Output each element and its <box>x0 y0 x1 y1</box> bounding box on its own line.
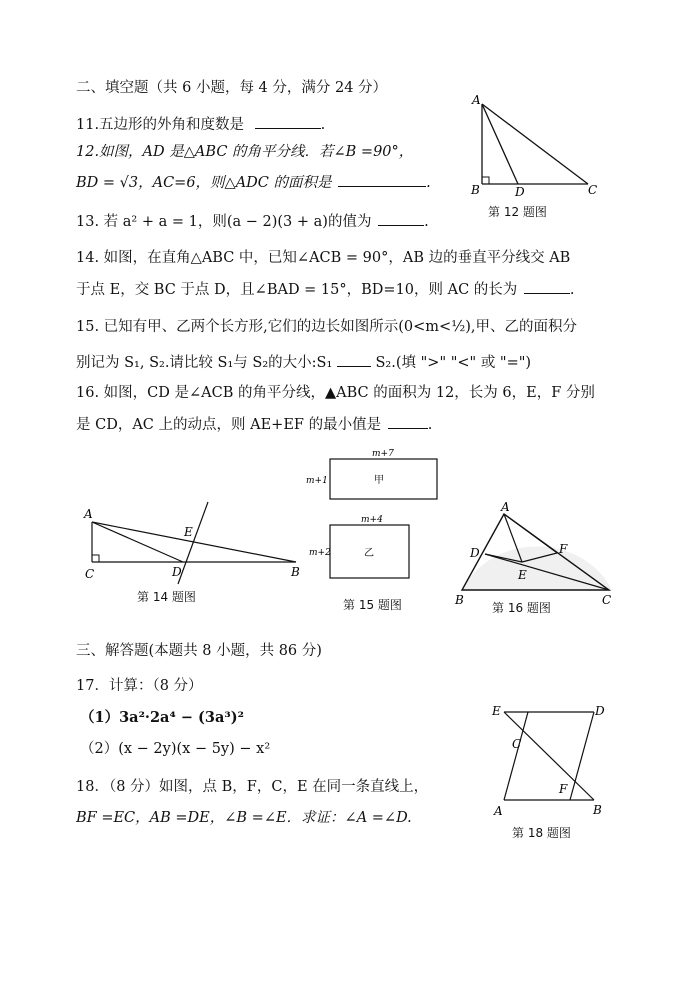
fig14-caption: 第 14 题图 <box>137 590 196 604</box>
figure-16 <box>452 502 622 608</box>
fig16-label-e: E <box>518 568 527 582</box>
question-11-text: 11.五边形的外角和度数是 <box>76 117 245 133</box>
question-15-line1: 15. 已知有甲、乙两个长方形,它们的边长如图所示(0<m<½),甲、乙的面积分 <box>76 319 578 335</box>
fig15-caption: 第 15 题图 <box>343 598 402 612</box>
question-14-line1: 14. 如图，在直角△ABC 中，已知∠ACB = 90°，AB 边的垂直平分线交 AB <box>76 250 571 266</box>
section3-heading: 三、解答题(本题共 8 小题，共 86 分) <box>76 643 322 659</box>
answer-blank-14[interactable] <box>524 279 570 294</box>
question-14-end: . <box>569 282 575 298</box>
figure-14 <box>80 496 305 586</box>
fig18-label-a: A <box>494 804 503 818</box>
fig14-label-e: E <box>184 525 193 539</box>
question-12-end: . <box>426 175 431 191</box>
fig14-label-b: B <box>291 565 300 579</box>
fig18-label-d: D <box>595 704 605 718</box>
question-14-text: 于点 E，交 BC 于点 D，且∠BAD = 15°，BD=10，则 AC 的长为 <box>76 282 518 298</box>
fig14-label-a: A <box>84 507 93 521</box>
section2-heading: 二、填空题（共 6 小题，每 4 分，满分 24 分） <box>76 80 388 96</box>
fig16-label-d: D <box>470 546 480 560</box>
fig18-label-f: F <box>559 782 568 796</box>
fig14-label-d: D <box>172 565 182 579</box>
answer-blank-12[interactable] <box>338 172 426 187</box>
fig18-caption: 第 18 题图 <box>512 826 571 840</box>
fig16-label-c: C <box>602 593 612 607</box>
question-15-end: S₂.(填 ">" "<" 或 "=") <box>375 355 532 371</box>
question-17-part2: （2）(x − 2y)(x − 5y) − x² <box>80 741 271 757</box>
rect-jia-side-label: m+1 <box>306 476 328 486</box>
fig16-label-a: A <box>501 502 510 514</box>
question-12-text: BD = √3，AC=6，则△ADC 的面积是 <box>76 175 332 191</box>
fig12-caption: 第 12 题图 <box>488 205 547 219</box>
question-12-line1: 12.如图，AD 是△ABC 的角平分线．若∠B =90°， <box>76 144 414 160</box>
fig12-label-b: B <box>471 183 480 197</box>
answer-blank-16[interactable] <box>388 414 428 429</box>
question-12-line2 <box>76 172 431 193</box>
fig16-caption: 第 16 题图 <box>492 601 551 615</box>
question-15-line2 <box>76 352 531 373</box>
question-15-text: 别记为 S₁, S₂.请比较 S₁与 S₂的大小:S₁ <box>76 355 333 371</box>
question-13-end: . <box>424 214 429 230</box>
question-13 <box>76 211 429 232</box>
fig18-label-c: C <box>512 737 522 751</box>
fig18-label-b: B <box>593 803 602 817</box>
question-16-end: . <box>427 417 433 433</box>
figure-15 <box>300 446 450 586</box>
answer-blank-11[interactable] <box>255 114 321 129</box>
rect-jia-name: 甲 <box>374 475 384 486</box>
fig12-label-d: D <box>515 185 525 198</box>
question-16-text: 是 CD，AC 上的动点，则 AE+EF 的最小值是 <box>76 417 382 433</box>
fig14-label-c: C <box>85 567 95 581</box>
rect-yi-side-label: m+2 <box>309 548 331 558</box>
rect-jia-top-label: m+7 <box>372 449 394 459</box>
figure-12 <box>468 92 608 198</box>
answer-blank-15[interactable] <box>337 352 371 367</box>
question-13-text: 13. 若 a² + a = 1，则(a − 2)(3 + a)的值为 <box>76 214 372 230</box>
question-17-title: 17．计算：（8 分） <box>76 678 203 694</box>
fig12-label-a: A <box>472 93 481 107</box>
figure-18 <box>486 700 616 822</box>
question-18-line1: 18．（8 分）如图，点 B，F，C，E 在同一条直线上， <box>76 779 429 795</box>
rect-yi-name: 乙 <box>364 548 374 559</box>
question-16-line1: 16. 如图，CD 是∠ACB 的角平分线，▲ABC 的面积为 12，长为 6，E，F 分别 <box>76 385 595 401</box>
rect-yi-top-label: m+4 <box>361 515 383 525</box>
question-18-line2: BF =EC，AB =DE，∠B =∠E．求证：∠A =∠D. <box>76 810 412 826</box>
fig16-label-b: B <box>455 593 464 607</box>
question-14-line2 <box>76 279 575 300</box>
question-16-line2 <box>76 414 432 435</box>
fig12-label-c: C <box>588 183 598 197</box>
fig18-label-e: E <box>492 704 501 718</box>
question-17-part1: （1）3a²·2a⁴ − (3a³)² <box>80 709 244 726</box>
answer-blank-13[interactable] <box>378 211 424 226</box>
question-11-end: . <box>320 117 326 133</box>
question-11 <box>76 114 325 135</box>
fig16-label-f: F <box>559 542 568 556</box>
